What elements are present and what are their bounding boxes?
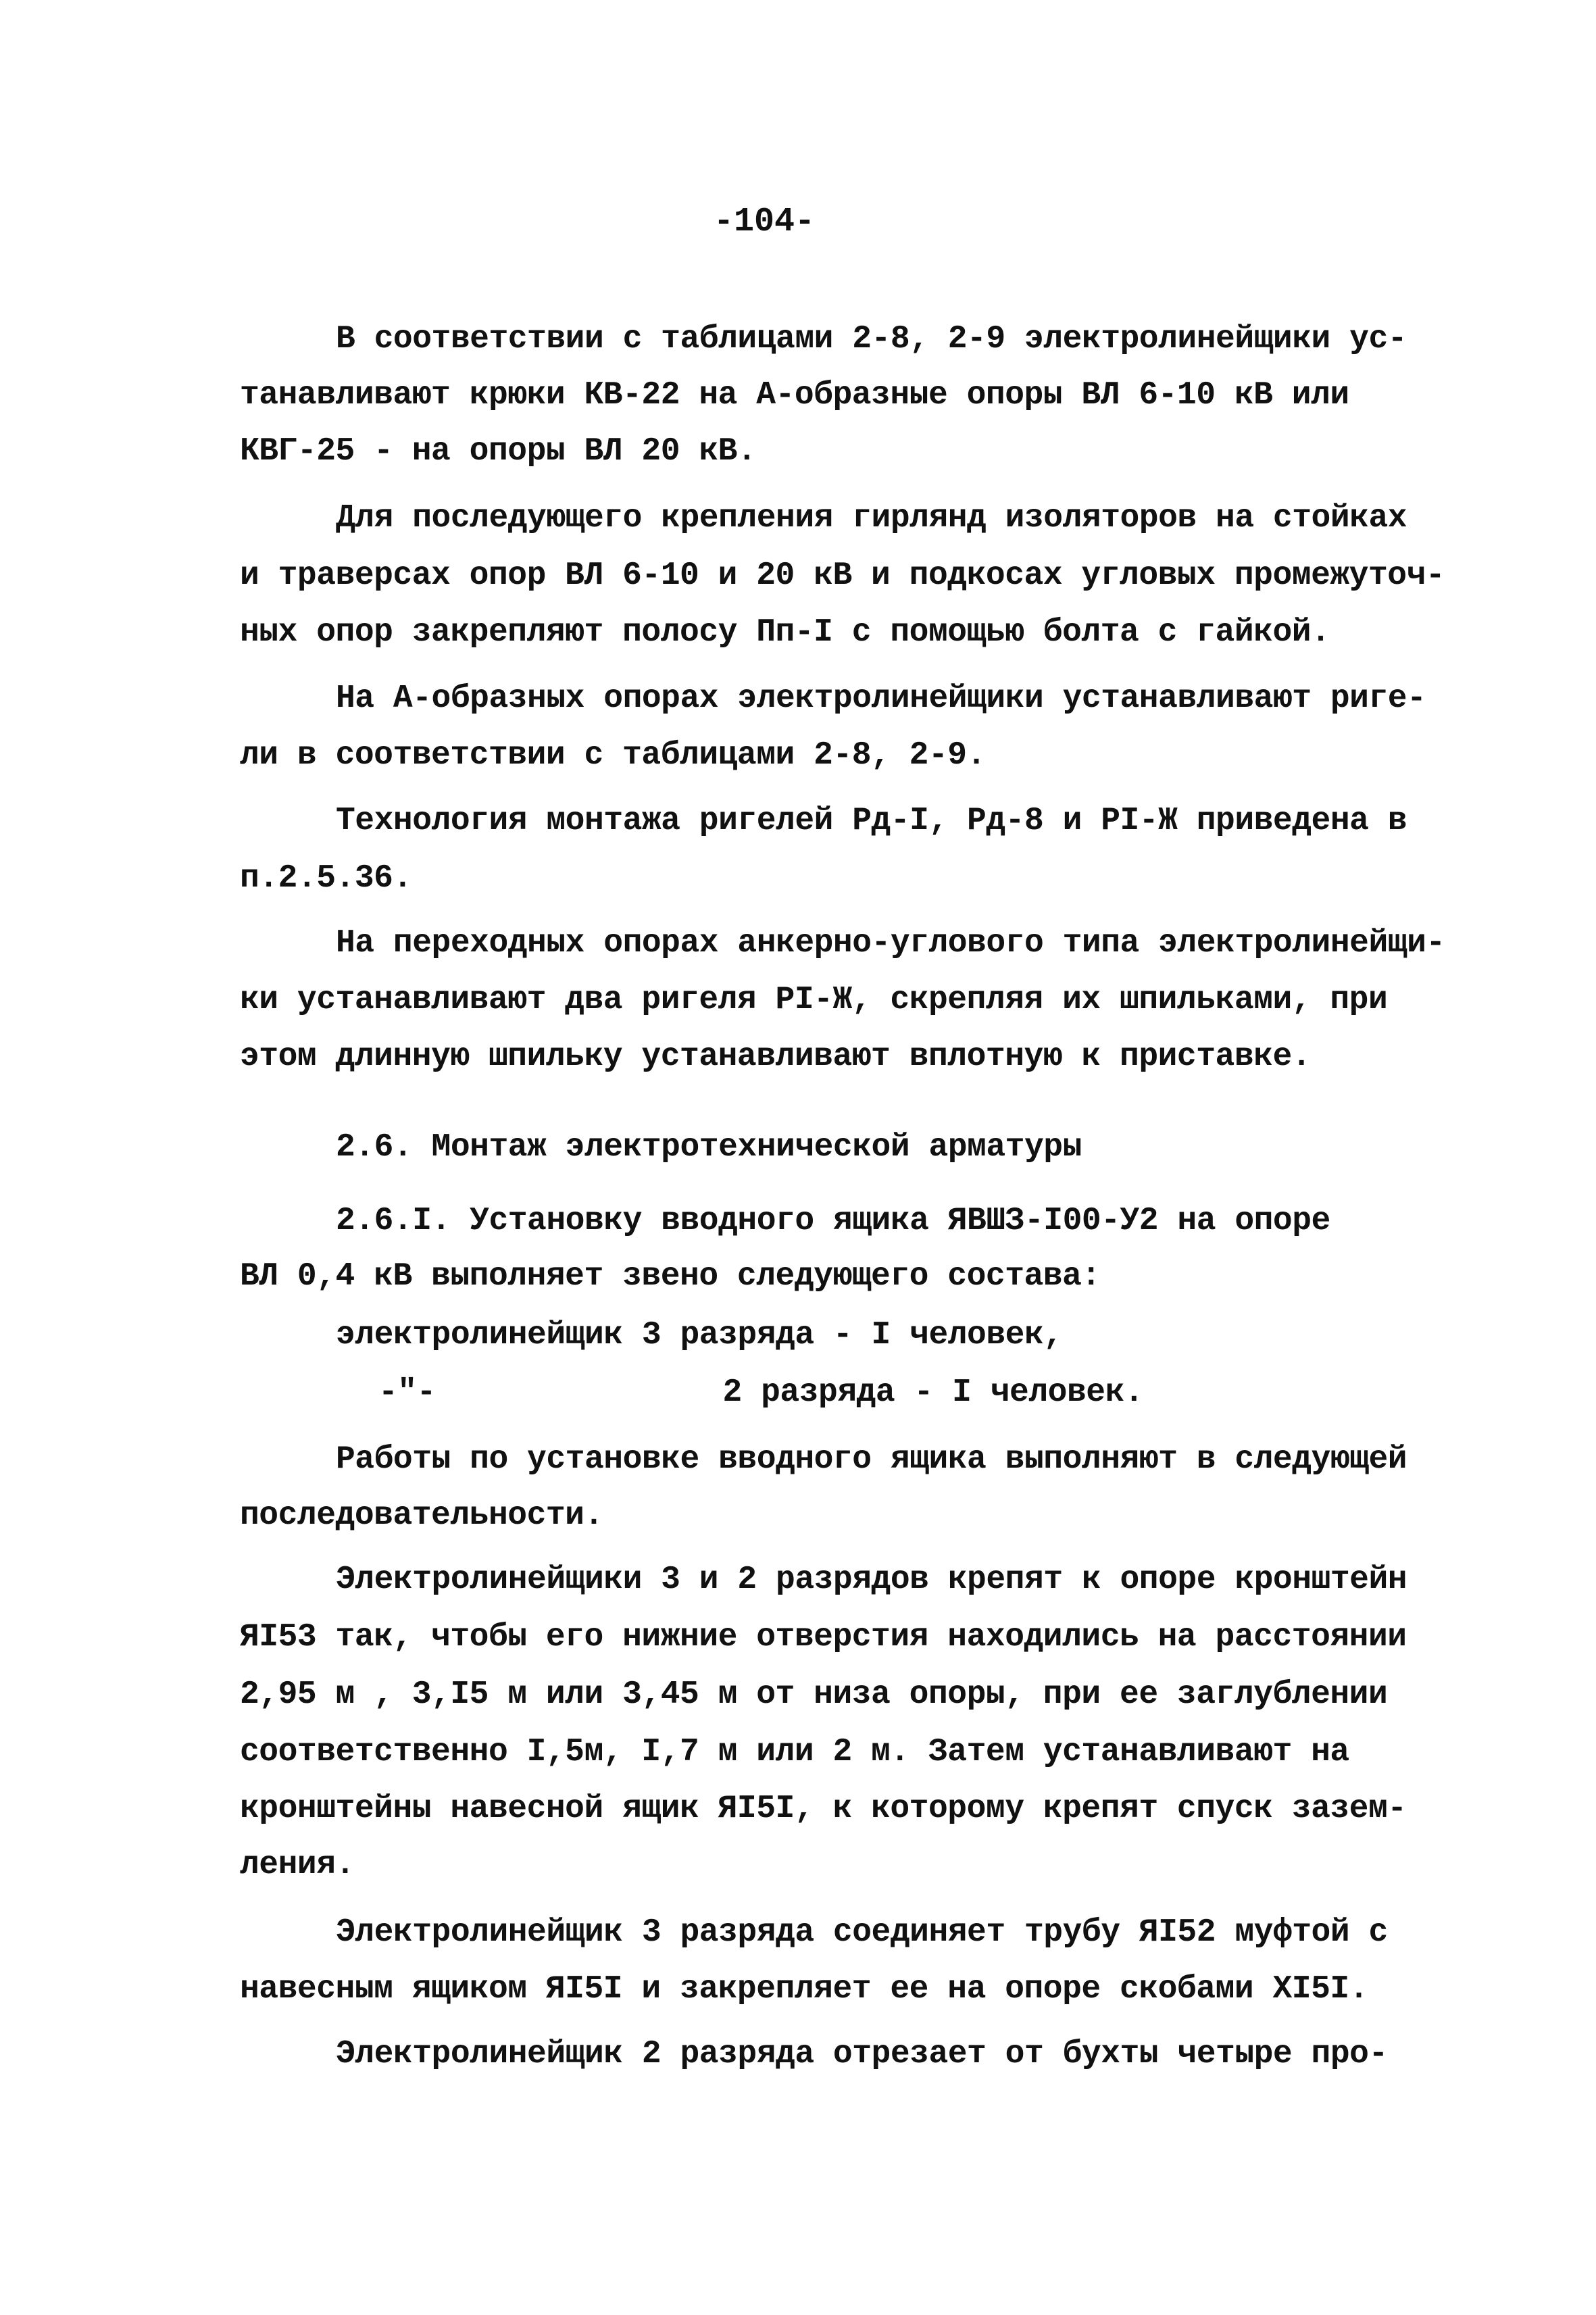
text-line: танавливают крюки КВ-22 на А-образные опоры ВЛ 6-10 кВ или [240,377,1349,414]
text-line: ки устанавливают два ригеля РI-Ж, скрепляя их шпильками, при [240,982,1388,1018]
text-line: этом длинную шпильку устанавливают вплотную к приставке. [240,1039,1312,1075]
text-line: ЯI53 так, чтобы его нижние отверстия находились на расстоянии [240,1619,1407,1656]
text-line: 2,95 м , 3,I5 м или 3,45 м от низа опоры, при ее заглублении [240,1676,1388,1713]
text-line: Технология монтажа ригелей Рд-I, Рд-8 и РI-Ж приведена в [336,803,1407,839]
text-line: Электролинейщики 3 и 2 разрядов крепят к опоре кронштейн [336,1562,1407,1598]
text-line: ных опор закрепляют полосу Пп-I с помощью болта с гайкой. [240,614,1330,651]
text-line: последовательности. [240,1497,603,1534]
text-line: На переходных опорах анкерно-углового типа электролинейщи- [336,925,1445,962]
text-line: КВГ-25 - на опоры ВЛ 20 кВ. [240,433,757,470]
text-line: -"- 2 разряда - I человек. [378,1374,1144,1411]
text-line: Электролинейщик 2 разряда отрезает от бухты четыре про- [336,2036,1388,2072]
text-line: навесным ящиком ЯI5I и закрепляет ее на опоре скобами ХI5I. [240,1971,1368,2008]
text-line: и траверсах опор ВЛ 6-10 и 20 кВ и подкосах угловых промежуточ- [240,557,1445,594]
text-line: На А-образных опорах электролинейщики устанавливают риге- [336,680,1426,717]
text-line: Электролинейщик 3 разряда соединяет трубу ЯI52 муфтой с [336,1914,1388,1951]
text-line: Для последующего крепления гирлянд изоляторов на стойках [336,500,1407,537]
text-line: кронштейны навесной ящик ЯI5I, к которому крепят спуск зазем- [240,1791,1407,1827]
text-line: ВЛ 0,4 кВ выполняет звено следующего состава: [240,1258,1101,1295]
text-line: ления. [240,1847,355,1883]
text-line: электролинейщик 3 разряда - I человек, [336,1317,1063,1353]
section-heading: 2.6. Монтаж электротехнической арматуры [336,1129,1082,1166]
text-line: В соответствии с таблицами 2-8, 2-9 электролинейщики ус- [336,321,1407,357]
text-line: Работы по установке вводного ящика выполняют в следующей [336,1441,1407,1478]
text-line: 2.6.I. Установку вводного ящика ЯВШЗ-I00-У2 на опоре [336,1203,1330,1239]
text-line: соответственно I,5м, I,7 м или 2 м. Затем устанавливают на [240,1734,1349,1770]
text-line: ли в соответствии с таблицами 2-8, 2-9. [240,737,986,774]
text-line: п.2.5.36. [240,860,412,897]
page-number: -104- [714,203,816,241]
